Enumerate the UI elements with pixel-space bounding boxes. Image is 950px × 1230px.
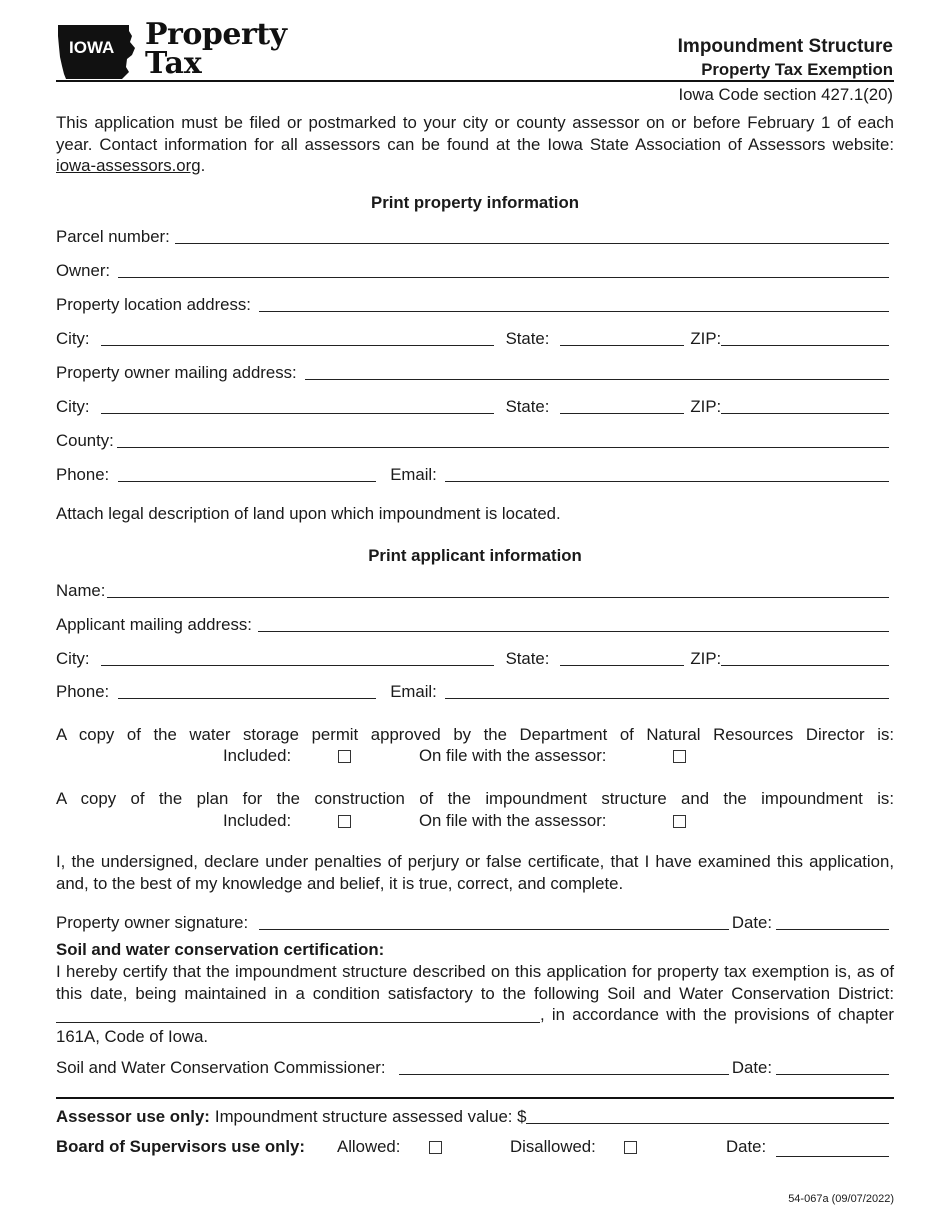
applicant-name-field[interactable] xyxy=(107,597,889,598)
applicant-email-field[interactable] xyxy=(445,698,889,699)
plan-included-label: Included: xyxy=(223,811,292,830)
applicant-name-row xyxy=(56,579,889,601)
date-label: Date: xyxy=(726,1137,767,1156)
state-label: State: xyxy=(505,649,550,668)
logo-title-line1: Property xyxy=(145,17,287,52)
applicant-city-row xyxy=(56,647,889,669)
plan-included-checkbox[interactable] xyxy=(338,815,351,828)
soil-text-end: , in accordance with the provisions of chapter 161A, Code of Iowa. xyxy=(56,1005,894,1046)
signature-label: Property owner signature: xyxy=(56,913,249,932)
property-zip-field[interactable] xyxy=(721,345,889,346)
city-label: City: xyxy=(56,649,90,668)
plan-options xyxy=(0,811,950,833)
date-label: Date: xyxy=(731,1058,772,1077)
header-rule xyxy=(56,80,894,82)
intro-text: This application must be filed or postmarked to your city or county assessor on or before February 1 of each year. Contact information for all assessors can be found at the Iowa State Association of Assessors website: xyxy=(56,113,894,154)
commissioner-date-field[interactable] xyxy=(776,1074,889,1075)
form-id: 54-067a (09/07/2022) xyxy=(788,1193,894,1205)
disallowed-checkbox[interactable] xyxy=(624,1141,637,1154)
commissioner-signature-field[interactable] xyxy=(399,1074,729,1075)
soil-certification-text xyxy=(56,961,894,1047)
mailing-zip-field[interactable] xyxy=(721,413,889,414)
zip-label: ZIP: xyxy=(690,397,722,416)
state-label: State: xyxy=(505,397,550,416)
owner-signature-field[interactable] xyxy=(259,929,729,930)
permit-on-file-label: On file with the assessor: xyxy=(419,746,607,765)
mailing-city-field[interactable] xyxy=(101,413,494,414)
plan-text: A copy of the plan for the construction of the impoundment structure and the impoundment is: xyxy=(56,789,894,808)
property-state-field[interactable] xyxy=(560,345,684,346)
owner-row xyxy=(56,259,889,281)
assessors-website-link[interactable]: iowa-assessors.org xyxy=(56,156,201,175)
zip-label: ZIP: xyxy=(690,329,722,348)
state-label: State: xyxy=(505,329,550,348)
name-label: Name: xyxy=(56,581,106,600)
code-reference: Iowa Code section 427.1(20) xyxy=(678,85,893,104)
permit-on-file-checkbox[interactable] xyxy=(673,750,686,763)
date-label: Date: xyxy=(731,913,772,932)
logo-title-line2: Tax xyxy=(145,46,202,81)
phone-label: Phone: xyxy=(56,465,110,484)
intro-text-end: . xyxy=(200,156,206,175)
intro-paragraph xyxy=(56,112,894,177)
county-row xyxy=(56,429,889,451)
property-heading: Print property information xyxy=(371,193,579,212)
owner-label: Owner: xyxy=(56,261,111,280)
board-label: Board of Supervisors use only: xyxy=(56,1137,305,1156)
mailing-row xyxy=(56,361,889,383)
board-date-field[interactable] xyxy=(776,1156,889,1157)
permit-text: A copy of the water storage permit approved by the Department of Natural Resources Director is: xyxy=(56,725,894,744)
county-field[interactable] xyxy=(117,447,889,448)
email-label: Email: xyxy=(390,465,437,484)
applicant-contact-row xyxy=(56,680,889,702)
parcel-row xyxy=(56,225,889,247)
attach-note: Attach legal description of land upon which impoundment is located. xyxy=(56,504,561,523)
applicant-heading: Print applicant information xyxy=(368,546,582,565)
form-subtitle: Property Tax Exemption xyxy=(701,60,893,79)
parcel-label: Parcel number: xyxy=(56,227,170,246)
applicant-mailing-address-field[interactable] xyxy=(258,631,889,632)
permit-included-label: Included: xyxy=(223,746,292,765)
form-title: Impoundment Structure xyxy=(677,36,893,57)
applicant-mailing-row xyxy=(56,613,889,635)
location-row xyxy=(56,293,889,315)
signature-row xyxy=(56,911,889,933)
section-divider xyxy=(56,1097,894,1099)
applicant-phone-field[interactable] xyxy=(118,698,376,699)
assessor-label: Assessor use only: xyxy=(56,1107,210,1126)
phone-label: Phone: xyxy=(56,682,110,701)
city-label: City: xyxy=(56,329,90,348)
owner-contact-row xyxy=(56,463,889,485)
owner-phone-field[interactable] xyxy=(118,481,376,482)
county-label: County: xyxy=(56,431,114,450)
location-address-field[interactable] xyxy=(259,311,889,312)
mailing-label: Property owner mailing address: xyxy=(56,363,297,382)
soil-text-start: I hereby certify that the impoundment structure described on this application for property tax exemption is, as of this date, being maintained in a condition satisfactory to the following Soil and Water Conservation District: xyxy=(56,962,894,1003)
property-city-field[interactable] xyxy=(101,345,494,346)
disallowed-label: Disallowed: xyxy=(510,1137,596,1156)
owner-email-field[interactable] xyxy=(445,481,889,482)
plan-on-file-checkbox[interactable] xyxy=(673,815,686,828)
location-label: Property location address: xyxy=(56,295,251,314)
applicant-city-field[interactable] xyxy=(101,665,494,666)
owner-mailing-address-field[interactable] xyxy=(305,379,889,380)
allowed-checkbox[interactable] xyxy=(429,1141,442,1154)
email-label: Email: xyxy=(390,682,437,701)
commissioner-label: Soil and Water Conservation Commissioner: xyxy=(56,1058,386,1077)
assessed-value-field[interactable] xyxy=(526,1123,889,1124)
permit-included-checkbox[interactable] xyxy=(338,750,351,763)
assessor-row xyxy=(56,1105,889,1127)
owner-field[interactable] xyxy=(118,277,889,278)
logo xyxy=(56,17,287,82)
conservation-district-field[interactable] xyxy=(56,1022,540,1023)
city-label: City: xyxy=(56,397,90,416)
zip-label: ZIP: xyxy=(690,649,722,668)
logo-state-text: IOWA xyxy=(69,38,115,57)
parcel-number-field[interactable] xyxy=(175,243,889,244)
soil-heading: Soil and water conservation certification: xyxy=(56,940,385,959)
property-city-row xyxy=(56,327,889,349)
plan-on-file-label: On file with the assessor: xyxy=(419,811,607,830)
applicant-state-field[interactable] xyxy=(560,665,684,666)
allowed-label: Allowed: xyxy=(337,1137,401,1156)
assessed-value-label: Impoundment structure assessed value: $ xyxy=(214,1107,527,1126)
permit-options xyxy=(0,746,950,768)
declaration-text: I, the undersigned, declare under penalties of perjury or false certificate, that I have examined this application, and, to the best of my knowledge and belief, it is true, correct, and complete. xyxy=(56,852,894,893)
applicant-zip-field[interactable] xyxy=(721,665,889,666)
board-row xyxy=(0,1137,950,1159)
mailing-city-row xyxy=(56,395,889,417)
applicant-mailing-label: Applicant mailing address: xyxy=(56,615,252,634)
signature-date-field[interactable] xyxy=(776,929,889,930)
commissioner-row xyxy=(56,1056,889,1078)
mailing-state-field[interactable] xyxy=(560,413,684,414)
